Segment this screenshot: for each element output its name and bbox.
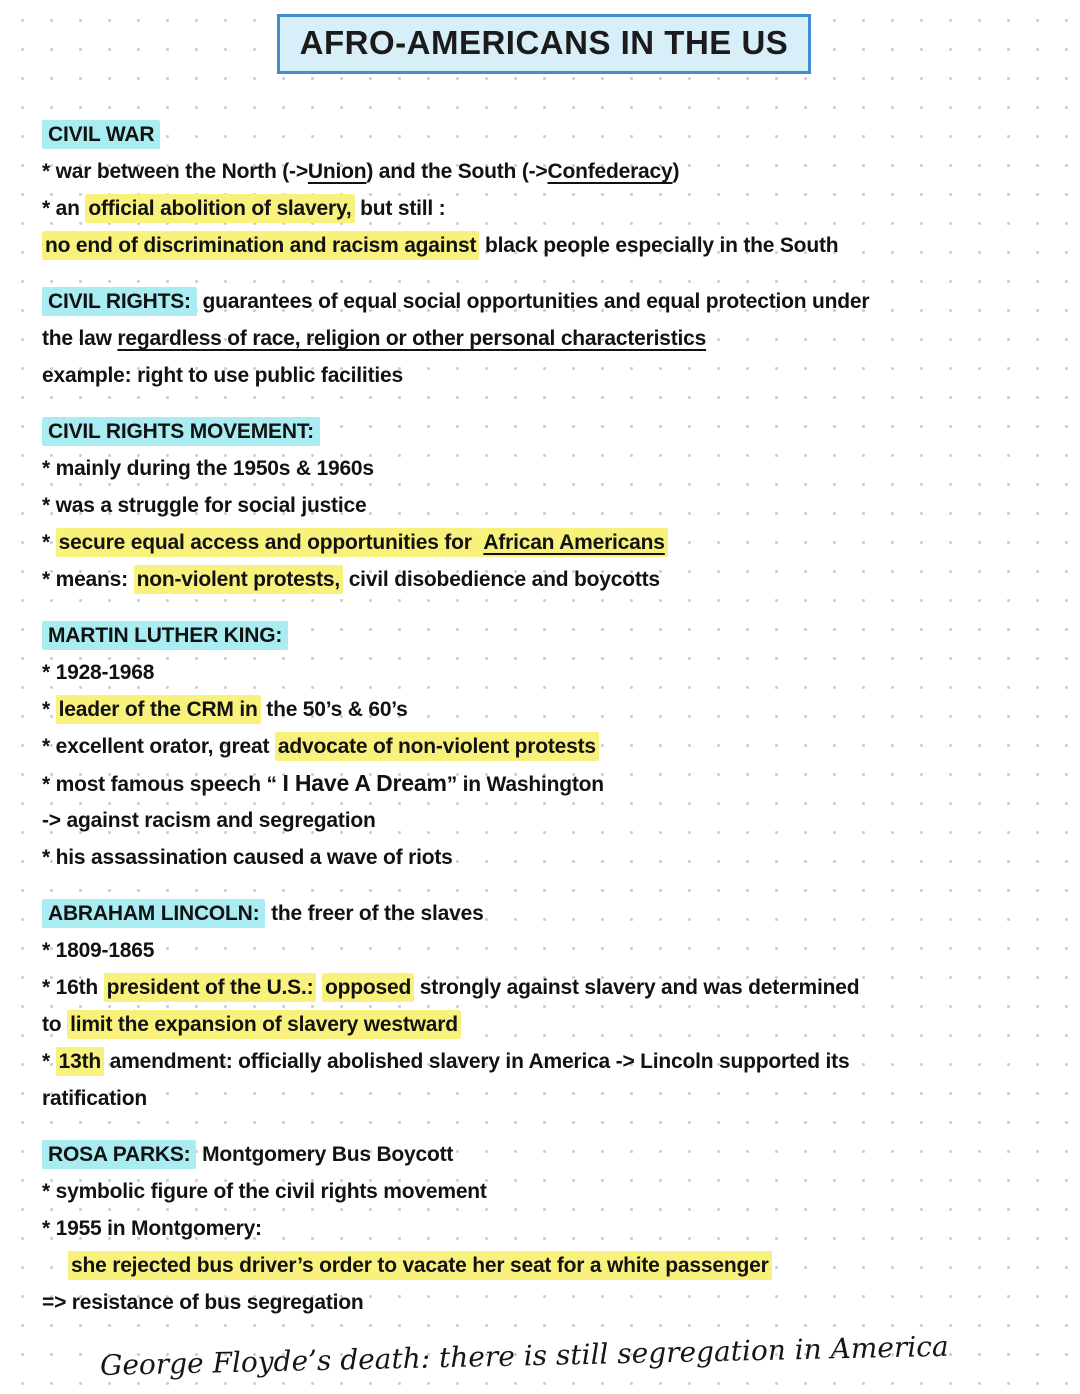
- text-segment: secure equal access and opportunities for: [56, 528, 481, 557]
- text-segment: leader of the CRM in: [56, 695, 261, 724]
- text-segment: regardless of race, religion or other personal characteristics: [117, 327, 707, 350]
- document-body: [42, 116, 1046, 1321]
- text-line: [42, 969, 1046, 1006]
- text-segment: opposed: [322, 973, 414, 1002]
- text-segment: * mainly during the 1950s & 1960s: [42, 457, 374, 480]
- text-segment: strongly against slavery and was determined: [414, 976, 860, 999]
- section-martin-luther-king: [42, 617, 1046, 876]
- text-line: [42, 765, 1046, 802]
- text-segment: * an: [42, 197, 86, 220]
- text-line: [42, 320, 1046, 357]
- section-rosa-parks: [42, 1136, 1046, 1321]
- section-heading: ROSA PARKS:: [42, 1140, 196, 1169]
- text-line: [42, 227, 1046, 264]
- text-line: [42, 450, 1046, 487]
- text-segment: Montgomery Bus Boycott: [196, 1143, 454, 1166]
- text-line: [42, 116, 1046, 153]
- text-segment: * war between the North (->: [42, 160, 308, 183]
- text-line: [42, 487, 1046, 524]
- section-civil-war: [42, 116, 1046, 264]
- text-segment: Union: [307, 160, 367, 183]
- handwritten-note: George Floyde’s death: there is still segregation in America: [99, 1329, 949, 1382]
- text-segment: *: [42, 698, 56, 721]
- text-line: [42, 357, 1046, 394]
- text-line: [42, 1284, 1046, 1321]
- text-segment: * 16th: [42, 976, 104, 999]
- text-line: [42, 190, 1046, 227]
- section-heading: ABRAHAM LINCOLN:: [42, 899, 265, 928]
- text-segment: I Have A Dream: [282, 770, 447, 796]
- text-segment: she rejected bus driver’s order to vacate her seat for a white passenger: [68, 1251, 772, 1280]
- text-line: [42, 932, 1046, 969]
- text-segment: amendment: officially abolished slavery in America -> Lincoln supported its: [104, 1050, 850, 1073]
- text-segment: the law: [42, 327, 118, 350]
- text-line: [42, 413, 1046, 450]
- text-segment: *: [42, 531, 56, 554]
- text-segment: Confederacy: [547, 160, 673, 183]
- text-segment: official abolition of slavery,: [85, 194, 354, 223]
- text-segment: advocate of non-violent protests: [275, 732, 599, 761]
- text-segment: ): [672, 160, 680, 183]
- text-line: [42, 728, 1046, 765]
- title-box: [277, 14, 812, 74]
- page-title: AFRO-AMERICANS IN THE US: [299, 24, 789, 61]
- text-segment: * 1928-1968: [42, 661, 155, 684]
- text-segment: but still :: [354, 197, 446, 220]
- text-line: [42, 1136, 1046, 1173]
- text-segment: * excellent orator, great: [42, 735, 275, 758]
- text-segment: limit the expansion of slavery westward: [67, 1010, 461, 1039]
- text-line: [42, 1006, 1046, 1043]
- text-line: [42, 802, 1046, 839]
- text-segment: * 1809-1865: [42, 939, 155, 962]
- text-segment: to: [42, 1013, 68, 1036]
- text-segment: ” in Washington: [446, 773, 604, 796]
- text-line: [42, 654, 1046, 691]
- section-heading: CIVIL WAR: [42, 120, 160, 149]
- text-line: [42, 153, 1046, 190]
- text-segment: the freer of the slaves: [265, 902, 484, 925]
- text-segment: civil disobedience and boycotts: [343, 568, 660, 591]
- text-line: [42, 617, 1046, 654]
- text-segment: * 1955 in Montgomery:: [42, 1217, 262, 1240]
- text-line: [42, 561, 1046, 598]
- text-segment: 13th: [56, 1047, 104, 1076]
- text-line: [42, 839, 1046, 876]
- text-segment: * was a struggle for social justice: [42, 494, 367, 517]
- text-segment: ratification: [42, 1087, 147, 1110]
- text-line: [42, 1080, 1046, 1117]
- text-segment: example: right to use public facilities: [42, 364, 403, 387]
- section-heading: CIVIL RIGHTS:: [42, 287, 197, 316]
- text-segment: guarantees of equal social opportunities and equal protection under: [196, 290, 870, 313]
- text-segment: president of the U.S.:: [104, 973, 317, 1002]
- text-line: [42, 895, 1046, 932]
- text-segment: no end of discrimination and racism against: [42, 231, 479, 260]
- text-segment: -> against racism and segregation: [42, 809, 376, 832]
- text-segment: the 50’s & 60’s: [260, 698, 408, 721]
- text-line: [42, 1043, 1046, 1080]
- text-segment: * his assassination caused a wave of riots: [42, 846, 453, 869]
- text-line: [42, 524, 1046, 561]
- text-segment: => resistance of bus segregation: [42, 1291, 364, 1314]
- section-civil-rights-movement: [42, 413, 1046, 598]
- text-line: [42, 1173, 1046, 1210]
- text-segment: African Americans: [480, 528, 667, 557]
- section-abraham-lincoln: [42, 895, 1046, 1117]
- text-segment: ) and the South (->: [366, 160, 548, 183]
- section-heading: CIVIL RIGHTS MOVEMENT:: [42, 417, 320, 446]
- text-segment: *: [42, 1050, 56, 1073]
- text-segment: black people especially in the South: [479, 234, 839, 257]
- text-line: [42, 1247, 1046, 1284]
- section-civil-rights: [42, 283, 1046, 394]
- text-line: [42, 1210, 1046, 1247]
- text-line: [42, 691, 1046, 728]
- text-line: [42, 283, 1046, 320]
- text-segment: non-violent protests,: [134, 565, 343, 594]
- text-segment: * symbolic figure of the civil rights movement: [42, 1180, 487, 1203]
- text-segment: * most famous speech “: [42, 773, 283, 796]
- section-heading: MARTIN LUTHER KING:: [42, 621, 288, 650]
- text-segment: * means:: [42, 568, 134, 591]
